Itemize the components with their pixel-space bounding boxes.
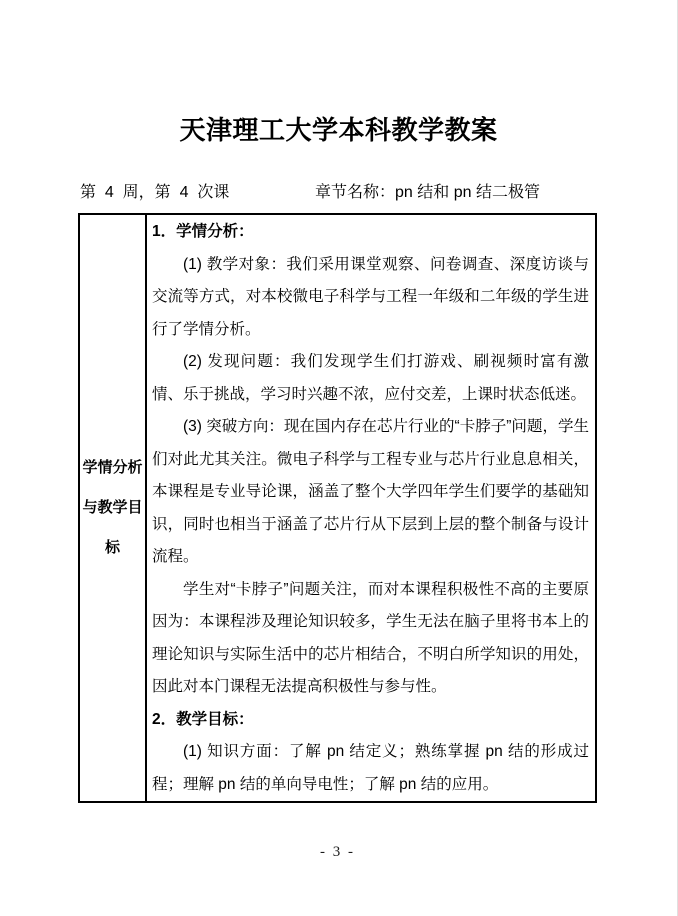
paragraph: 1．学情分析： [152,223,254,240]
meta-row [80,179,617,201]
session-info: 第 4 周，第 4 次课 [80,184,230,201]
paragraph: (3) 突破方向：现在国内存在芯片行业的“卡脖子”问题，学生们对此尤其关注。微电子科学与工程专业与芯片行业息息相关，本课程是专业导论课，涵盖了整个大学四年学生们要学的基础知识，同时也相当于涵盖了芯片行从下层到上层的整个制备与设计流程。 [152,418,589,565]
paragraph: (1) 知识方面：了解 pn 结定义；熟练掌握 pn 结的形成过程；理解 pn 结的单向导电性；了解 pn 结的应用。 [152,743,589,793]
row-header-line: 与教学目 [82,499,143,516]
page-number: - 3 - [320,844,355,860]
paragraph: (2) 发现问题：我们发现学生们打游戏、刷视频时富有激情、乐于挑战，学习时兴趣不浓，应付交差，上课时状态低迷。 [152,353,589,403]
chapter-label: 章节名称： [315,184,396,201]
chapter-info [315,179,540,202]
content-cell [147,215,595,801]
document-title: 天津理工大学本科教学教案 [179,115,498,145]
lesson-plan-table [78,213,597,803]
paragraph: (1) 教学对象：我们采用课堂观察、问卷调查、深度访谈与交流等方式，对本校微电子科学与工程一年级和二年级的学生进行了学情分析。 [152,255,589,338]
row-header-line: 学情分析 [82,459,143,476]
paragraph: 学生对“卡脖子”问题关注，而对本课程积极性不高的主要原因为：本课程涉及理论知识较多，学生无法在脑子里将书本上的理论知识与实际生活中的芯片相结合，不明白所学知识的用处，因此对本门课程无法提高积极性与参与性。 [152,580,589,695]
row-header-line: 标 [104,539,120,556]
chapter-value: pn 结和 pn 结二极管 [395,184,540,201]
row-header-cell [80,215,147,801]
paragraph: 2．教学目标： [152,710,254,728]
